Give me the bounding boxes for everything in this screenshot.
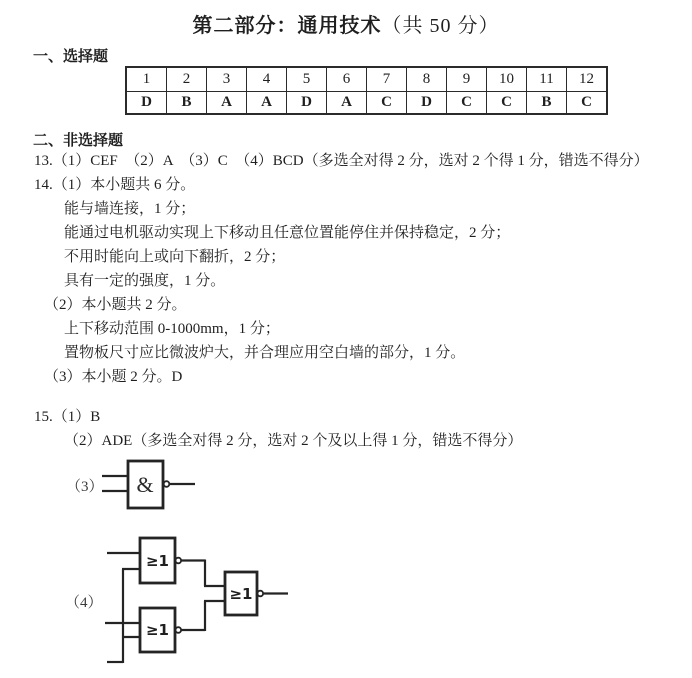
nand-gate-diagram [60, 455, 210, 515]
page-title-main: 第二部分：通用技术 [192, 15, 382, 37]
output-nor-gate-symbol: ≥1 [229, 585, 253, 603]
answer-line-q14-point3: 不用时能向上或向下翻折，2 分； [64, 249, 286, 265]
answer-cell: D [287, 92, 327, 115]
answer-line-q14-part2: （2）本小题共 2 分。 [44, 297, 187, 313]
question-number-cell: 8 [407, 67, 447, 92]
top-nor-gate-symbol: ≥1 [145, 552, 170, 570]
question-number-cell: 11 [527, 67, 567, 92]
question-number-cell: 12 [567, 67, 608, 92]
question-number-cell: 1 [126, 67, 167, 92]
question-number-cell: 6 [327, 67, 367, 92]
question-number-cell: 7 [367, 67, 407, 92]
answer-line-q14-point2: 能通过电机驱动实现上下移动且任意位置能停住并保持稳定，2 分； [64, 225, 511, 241]
answer-cell: B [167, 92, 207, 115]
answer-line-q13: 13.（1）CEF （2）A （3）C （4）BCD（多选全对得 2 分，选对 2 个得 1 分，错选不得分） [34, 153, 649, 169]
bottom-nor-gate-symbol: ≥1 [145, 621, 170, 639]
answer-line-q14-part1: 14.（1）本小题共 6 分。 [34, 177, 196, 193]
answer-cell: C [367, 92, 407, 115]
nor-circuit-diagram [60, 533, 305, 678]
page-title [0, 9, 692, 38]
output-inversion-bubble [258, 591, 264, 597]
section-heading-non-choice-questions: 二、非选择题 [33, 132, 124, 149]
answer-cell: D [407, 92, 447, 115]
answer-cell: C [567, 92, 608, 115]
question-number-cell: 9 [447, 67, 487, 92]
top-inversion-bubble [176, 558, 182, 564]
page-title-score-note: （共 50 分） [381, 15, 500, 37]
bottom-inversion-bubble [176, 627, 182, 633]
answer-line-q14-part2-point1: 上下移动范围 0-1000mm，1 分； [64, 321, 280, 337]
answer-table [125, 66, 608, 115]
answer-line-q15-part1: 15.（1）B [34, 409, 101, 425]
and-gate-symbol: & [136, 472, 154, 497]
answer-table-number-row [126, 67, 607, 92]
question-number-cell: 5 [287, 67, 327, 92]
answer-line-q14-part3: （3）本小题 2 分。D [44, 369, 183, 385]
answer-cell: A [327, 92, 367, 115]
answer-line-q14-point4: 具有一定的强度，1 分。 [64, 273, 226, 289]
inversion-bubble [164, 481, 170, 487]
answer-line-q15-part2: （2）ADE（多选全对得 2 分，选对 2 个及以上得 1 分，错选不得分） [64, 433, 523, 449]
question-number-cell: 2 [167, 67, 207, 92]
answer-cell: B [527, 92, 567, 115]
answer-line-q14-part2-point2: 置物板尺寸应比微波炉大，并合理应用空白墙的部分，1 分。 [64, 345, 466, 361]
question-number-cell: 3 [207, 67, 247, 92]
q15-part4-label: （4） [65, 595, 103, 611]
q15-part3-label: （3） [66, 479, 104, 495]
question-number-cell: 4 [247, 67, 287, 92]
answer-cell: A [207, 92, 247, 115]
answer-table-answer-row [126, 92, 607, 115]
answer-line-q14-point1: 能与墙连接，1 分； [64, 201, 196, 217]
answer-cell: C [447, 92, 487, 115]
answer-cell: A [247, 92, 287, 115]
question-number-cell: 10 [487, 67, 527, 92]
answer-cell: D [126, 92, 167, 115]
answer-cell: C [487, 92, 527, 115]
section-heading-choice-questions: 一、选择题 [33, 48, 109, 65]
